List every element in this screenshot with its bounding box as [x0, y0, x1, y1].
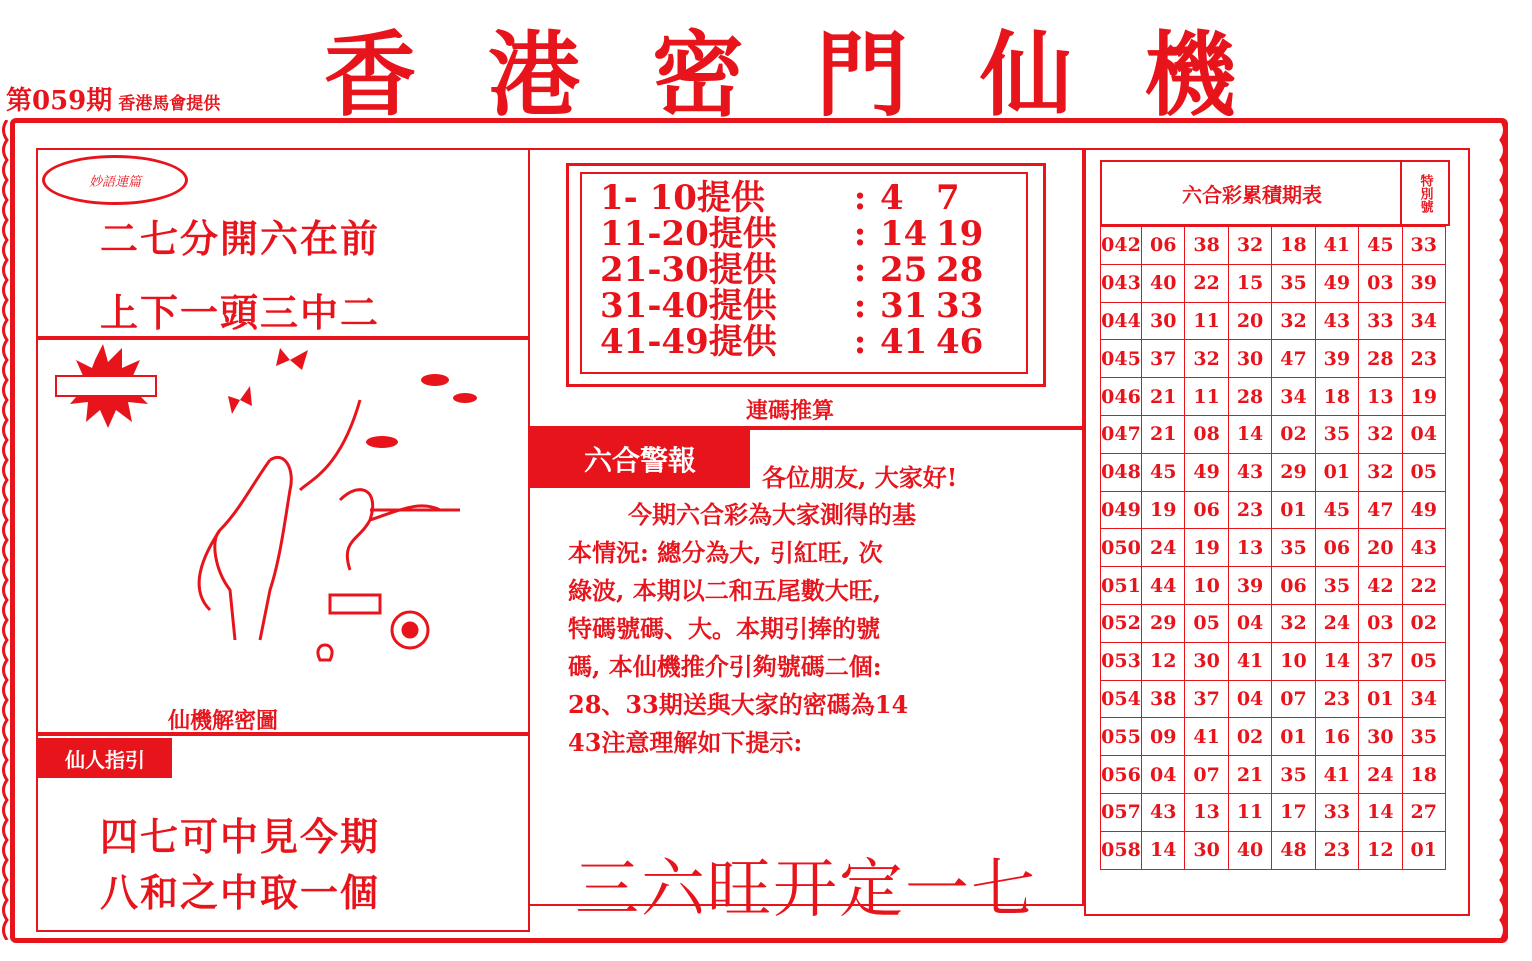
table-row	[1101, 415, 1446, 453]
oval-badge-label: 妙語連篇	[88, 174, 141, 190]
draw-number-cell: 30	[1185, 831, 1228, 869]
supply-number: 33	[936, 286, 984, 326]
supply-range: 31-40提供	[600, 286, 777, 326]
hint-tag: 仙人指引	[38, 738, 172, 778]
riddle-illustration	[40, 340, 520, 700]
draw-number-cell: 24	[1359, 756, 1402, 794]
draw-number-cell: 45	[1359, 227, 1402, 265]
supply-row	[600, 216, 992, 252]
table-row	[1101, 264, 1446, 302]
table-row	[1101, 604, 1446, 642]
draw-number-cell: 39	[1228, 567, 1271, 605]
draw-number-cell: 47	[1272, 340, 1315, 378]
draw-number-cell: 02	[1402, 604, 1445, 642]
draw-number-cell: 03	[1359, 604, 1402, 642]
title-char: 仙	[979, 21, 1072, 129]
title-char: 機	[1143, 21, 1236, 129]
supply-row	[600, 288, 992, 324]
hint-line-1: 四七可中見今期	[100, 814, 381, 859]
supply-number: 14	[880, 214, 928, 254]
draw-number-cell: 41	[1315, 756, 1358, 794]
draw-number-cell: 34	[1402, 680, 1445, 718]
draw-number-cell: 04	[1402, 415, 1445, 453]
draw-number-cell: 37	[1359, 642, 1402, 680]
big-hint: 三六旺开定一七	[575, 853, 1037, 927]
draw-issue-cell: 051	[1101, 567, 1142, 605]
supply-range: 41-49提供	[600, 322, 777, 362]
draw-number-cell: 22	[1185, 264, 1228, 302]
draw-number-cell: 35	[1272, 264, 1315, 302]
title-char: 門	[815, 21, 908, 129]
alert-line: 綠波, 本期以二和五尾數大旺,	[568, 576, 882, 605]
draw-issue-cell: 057	[1101, 793, 1142, 831]
draw-number-cell: 23	[1315, 831, 1358, 869]
draw-number-cell: 34	[1402, 302, 1445, 340]
alert-line: 今期六合彩為大家測得的基	[628, 500, 916, 529]
draw-number-cell: 21	[1142, 378, 1185, 416]
supply-range: 1- 10提供	[600, 178, 765, 218]
issue-number	[6, 80, 220, 117]
draw-number-cell: 19	[1402, 378, 1445, 416]
draw-number-cell: 24	[1142, 529, 1185, 567]
draw-number-cell: 14	[1315, 642, 1358, 680]
draw-number-cell: 40	[1228, 831, 1271, 869]
alert-line: 碼, 本仙機推介引夠號碼二個:	[568, 652, 882, 681]
draw-number-cell: 29	[1142, 604, 1185, 642]
table-row	[1101, 831, 1446, 869]
draw-issue-cell: 044	[1101, 302, 1142, 340]
draw-number-cell: 14	[1359, 793, 1402, 831]
draw-number-cell: 22	[1402, 567, 1445, 605]
supply-colon: :	[853, 178, 867, 218]
oval-badge	[42, 155, 188, 205]
draw-number-cell: 45	[1315, 491, 1358, 529]
draw-number-cell: 17	[1272, 793, 1315, 831]
draw-number-cell: 32	[1228, 227, 1271, 265]
supply-row	[600, 252, 992, 288]
draw-number-cell: 10	[1185, 567, 1228, 605]
horse-figure	[199, 400, 440, 640]
draw-number-cell: 21	[1228, 756, 1271, 794]
draw-number-cell: 41	[1185, 718, 1228, 756]
draw-issue-cell: 042	[1101, 227, 1142, 265]
draw-number-cell: 09	[1142, 718, 1185, 756]
table-row	[1101, 756, 1446, 794]
page-title	[300, 18, 1260, 129]
draw-number-cell: 44	[1142, 567, 1185, 605]
draw-issue-cell: 048	[1101, 453, 1142, 491]
draw-number-cell: 06	[1142, 227, 1185, 265]
draw-number-cell: 20	[1359, 529, 1402, 567]
draw-number-cell: 32	[1185, 340, 1228, 378]
draw-issue-cell: 050	[1101, 529, 1142, 567]
draw-number-cell: 21	[1142, 415, 1185, 453]
draw-number-cell: 32	[1272, 302, 1315, 340]
hint-line-2: 八和之中取一個	[100, 870, 381, 915]
draw-number-cell: 43	[1142, 793, 1185, 831]
draw-issue-cell: 052	[1101, 604, 1142, 642]
alert-tag: 六合警報	[530, 430, 750, 488]
draw-number-cell: 01	[1359, 680, 1402, 718]
draw-number-cell: 30	[1142, 302, 1185, 340]
draw-number-cell: 12	[1359, 831, 1402, 869]
draw-number-cell: 05	[1185, 604, 1228, 642]
draw-number-cell: 43	[1402, 529, 1445, 567]
draw-number-cell: 33	[1402, 227, 1445, 265]
supply-colon: :	[853, 250, 867, 290]
draw-number-cell: 41	[1228, 642, 1271, 680]
draw-number-cell: 23	[1315, 680, 1358, 718]
draw-number-cell: 20	[1228, 302, 1271, 340]
draw-issue-cell: 058	[1101, 831, 1142, 869]
draw-number-cell: 37	[1185, 680, 1228, 718]
draw-number-cell: 18	[1315, 378, 1358, 416]
supply-number: 41	[880, 322, 928, 362]
title-char: 香	[323, 21, 416, 129]
draw-number-cell: 11	[1185, 378, 1228, 416]
table-row	[1101, 529, 1446, 567]
cloud-icon	[366, 374, 477, 448]
supply-number: 7	[936, 178, 960, 218]
title-char: 密	[651, 21, 744, 129]
draw-number-cell: 23	[1228, 491, 1271, 529]
draw-number-cell: 14	[1142, 831, 1185, 869]
draw-number-cell: 28	[1228, 378, 1271, 416]
draw-number-cell: 18	[1272, 227, 1315, 265]
supply-colon: :	[853, 322, 867, 362]
alert-body	[568, 496, 1048, 762]
draw-number-cell: 39	[1402, 264, 1445, 302]
table-row	[1101, 453, 1446, 491]
draw-number-cell: 14	[1228, 415, 1271, 453]
supply-colon: :	[853, 214, 867, 254]
draw-number-cell: 19	[1142, 491, 1185, 529]
alert-line: 特碼號碼、大。本期引捧的號	[568, 614, 880, 643]
draw-number-cell: 38	[1185, 227, 1228, 265]
draw-number-cell: 01	[1402, 831, 1445, 869]
draw-number-cell: 33	[1315, 793, 1358, 831]
draw-number-cell: 18	[1402, 756, 1445, 794]
supply-caption: 連碼推算	[746, 398, 835, 424]
draw-number-cell: 13	[1185, 793, 1228, 831]
draw-issue-cell: 043	[1101, 264, 1142, 302]
draw-number-cell: 49	[1402, 491, 1445, 529]
draw-number-cell: 13	[1228, 529, 1271, 567]
alert-line: 28、33期送與大家的密碼為14	[568, 690, 909, 719]
table-title: 六合彩累積期表	[1100, 160, 1402, 226]
draw-number-cell: 42	[1359, 567, 1402, 605]
table-row	[1101, 718, 1446, 756]
draw-issue-cell: 046	[1101, 378, 1142, 416]
draw-number-cell: 37	[1142, 340, 1185, 378]
draw-number-cell: 10	[1272, 642, 1315, 680]
draw-number-cell: 04	[1228, 680, 1271, 718]
draw-number-cell: 02	[1228, 718, 1271, 756]
draw-number-cell: 08	[1185, 415, 1228, 453]
draw-issue-cell: 047	[1101, 415, 1142, 453]
supply-range: 21-30提供	[600, 250, 777, 290]
supply-list	[600, 180, 992, 360]
draw-number-cell: 35	[1272, 529, 1315, 567]
issue-label: 第059期	[6, 86, 113, 116]
draw-number-cell: 35	[1402, 718, 1445, 756]
draw-issue-cell: 053	[1101, 642, 1142, 680]
riddle-line-1: 二七分開六在前	[100, 216, 381, 261]
table-row	[1101, 378, 1446, 416]
draw-number-cell: 04	[1228, 604, 1271, 642]
draw-number-cell: 28	[1359, 340, 1402, 378]
draw-issue-cell: 049	[1101, 491, 1142, 529]
draw-number-cell: 23	[1402, 340, 1445, 378]
draw-number-cell: 01	[1272, 491, 1315, 529]
draw-number-cell: 32	[1272, 604, 1315, 642]
draw-number-cell: 06	[1185, 491, 1228, 529]
supply-number: 4	[880, 178, 904, 218]
draw-number-cell: 05	[1402, 453, 1445, 491]
riddle-line-2: 上下一頭三中二	[100, 290, 381, 335]
draw-number-cell: 32	[1359, 415, 1402, 453]
draw-number-cell: 40	[1142, 264, 1185, 302]
draw-number-cell: 05	[1402, 642, 1445, 680]
draw-number-cell: 48	[1272, 831, 1315, 869]
draw-number-cell: 06	[1272, 567, 1315, 605]
draw-number-cell: 02	[1272, 415, 1315, 453]
supply-colon: :	[853, 286, 867, 326]
draw-number-cell: 39	[1315, 340, 1358, 378]
supply-number: 28	[936, 250, 984, 290]
draw-number-cell: 27	[1402, 793, 1445, 831]
draw-number-cell: 32	[1359, 453, 1402, 491]
draw-number-cell: 38	[1142, 680, 1185, 718]
butterfly-icon	[228, 348, 308, 414]
draw-number-cell: 41	[1315, 227, 1358, 265]
illustration-caption: 仙機解密圖	[168, 708, 279, 734]
draw-number-cell: 43	[1228, 453, 1271, 491]
table-special-header: 特別號	[1400, 160, 1450, 226]
draw-number-cell: 30	[1228, 340, 1271, 378]
supply-number: 19	[936, 214, 984, 254]
draw-number-cell: 34	[1272, 378, 1315, 416]
draw-number-cell: 01	[1272, 718, 1315, 756]
draw-number-cell: 06	[1315, 529, 1358, 567]
draw-number-cell: 35	[1272, 756, 1315, 794]
supply-number: 31	[880, 286, 928, 326]
table-row	[1101, 642, 1446, 680]
draw-issue-cell: 055	[1101, 718, 1142, 756]
supply-range: 11-20提供	[600, 214, 777, 254]
draw-number-cell: 35	[1315, 415, 1358, 453]
table-row	[1101, 680, 1446, 718]
draw-number-cell: 12	[1142, 642, 1185, 680]
ground-objects	[318, 510, 460, 660]
draws-table	[1100, 226, 1446, 870]
draw-number-cell: 45	[1142, 453, 1185, 491]
draw-number-cell: 15	[1228, 264, 1271, 302]
greeting: 各位朋友, 大家好!	[762, 463, 958, 492]
draw-number-cell: 30	[1359, 718, 1402, 756]
draw-issue-cell: 056	[1101, 756, 1142, 794]
publisher-label: 香港馬會提供	[118, 94, 221, 114]
draw-number-cell: 43	[1315, 302, 1358, 340]
draw-number-cell: 49	[1315, 264, 1358, 302]
table-row	[1101, 227, 1446, 265]
draw-number-cell: 11	[1228, 793, 1271, 831]
supply-row	[600, 324, 992, 360]
draw-number-cell: 19	[1185, 529, 1228, 567]
draw-number-cell: 33	[1359, 302, 1402, 340]
alert-line: 43注意理解如下提示:	[568, 728, 803, 757]
supply-row	[600, 180, 992, 216]
draw-number-cell: 03	[1359, 264, 1402, 302]
supply-number: 46	[936, 322, 984, 362]
table-row	[1101, 340, 1446, 378]
draw-number-cell: 07	[1272, 680, 1315, 718]
draw-issue-cell: 045	[1101, 340, 1142, 378]
draw-number-cell: 16	[1315, 718, 1358, 756]
draw-number-cell: 01	[1315, 453, 1358, 491]
draw-number-cell: 11	[1185, 302, 1228, 340]
table-row	[1101, 793, 1446, 831]
draw-number-cell: 24	[1315, 604, 1358, 642]
table-row	[1101, 302, 1446, 340]
table-row	[1101, 567, 1446, 605]
draw-issue-cell: 054	[1101, 680, 1142, 718]
table-row	[1101, 491, 1446, 529]
draw-number-cell: 07	[1185, 756, 1228, 794]
alert-line: 本情況: 總分為大, 引紅旺, 次	[568, 538, 883, 567]
draw-number-cell: 29	[1272, 453, 1315, 491]
draw-number-cell: 35	[1315, 567, 1358, 605]
draw-number-cell: 13	[1359, 378, 1402, 416]
draw-number-cell: 30	[1185, 642, 1228, 680]
supply-number: 25	[880, 250, 928, 290]
draw-number-cell: 49	[1185, 453, 1228, 491]
title-char: 港	[487, 21, 580, 129]
draw-number-cell: 04	[1142, 756, 1185, 794]
draw-number-cell: 47	[1359, 491, 1402, 529]
